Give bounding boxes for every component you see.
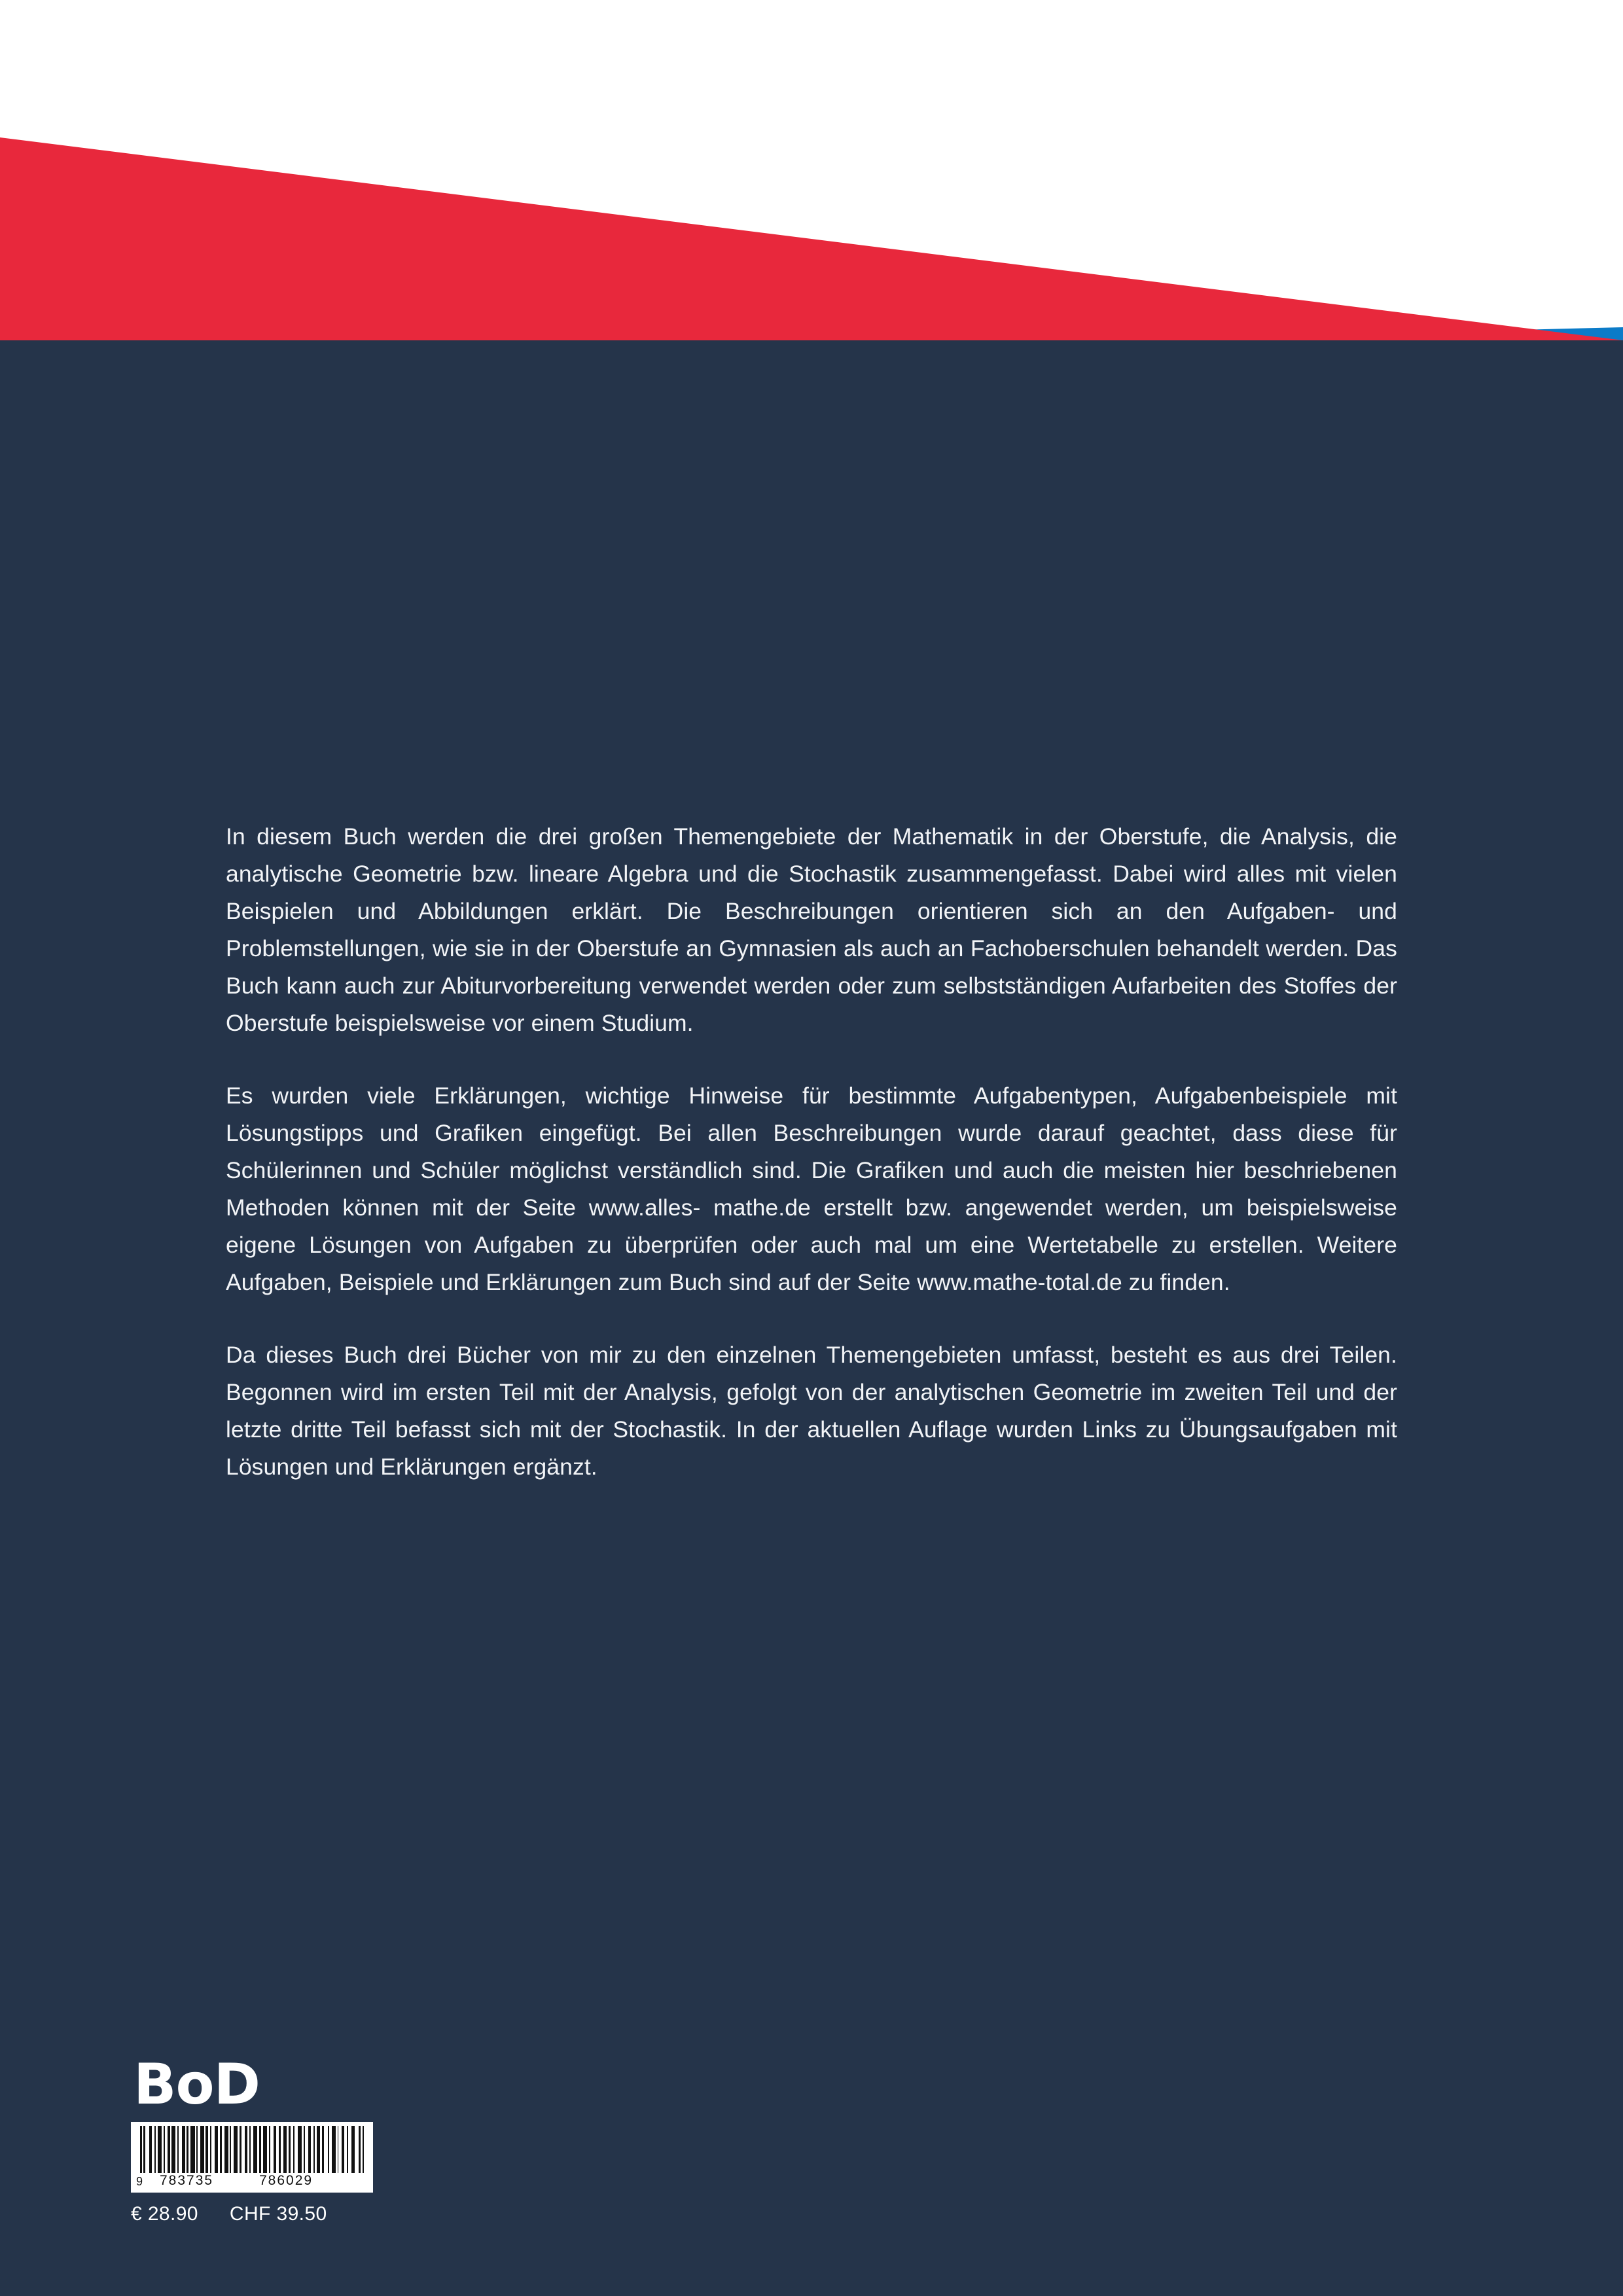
price-eur: € 28.90: [131, 2203, 198, 2225]
barcode-lead-digit: 9: [136, 2175, 143, 2188]
price-chf: CHF 39.50: [229, 2203, 327, 2225]
publisher-logo: BoD: [134, 2052, 260, 2117]
barcode-bars: [140, 2126, 364, 2173]
price-row: [131, 2203, 524, 2225]
blurb-paragraph-3: Da dieses Buch drei Bücher von mir zu den einzelnen Themengebieten umfasst, besteht es aus drei Teilen. Begonnen wird im ersten Teil mit der Analysis, gefolgt von der analytischen Geometrie im zweiten Teil und der letzte dritte Teil befasst sich mit der Stochastik. In der aktuellen Auflage wurden Links zu Übungsaufgaben mit Lösungen und Erklärungen ergänzt.: [226, 1342, 1397, 1480]
barcode-right-group: 786029: [259, 2173, 313, 2188]
isbn-barcode: [131, 2122, 373, 2193]
back-cover-blurb: [226, 818, 1397, 1486]
blurb-paragraph-1: In diesem Buch werden die drei großen Themengebiete der Mathematik in der Oberstufe, die Analysis, die analytische Geometrie bzw. lineare Algebra und die Stochastik zusammengefasst. Dabei wird alles mit vielen Beispielen und Abbildungen erklärt. Die Beschreibungen orientieren sich an den Aufgaben- und Problemstellungen, wie sie in der Oberstufe an Gymnasien als auch an Fachoberschulen behandelt werden. Das Buch kann auch zur Abiturvorbereitung verwendet werden oder zum selbstständigen Aufarbeiten des Stoffes der Oberstufe beispielsweise vor einem Studium.: [226, 823, 1397, 1036]
barcode-digits: [131, 2172, 373, 2189]
barcode-left-group: 783735: [160, 2173, 214, 2188]
cover-footer: [131, 2052, 524, 2225]
blurb-paragraph-2: Es wurden viele Erklärungen, wichtige Hinweise für bestimmte Aufgabentypen, Aufgabenbeispiele mit Lösungstipps und Grafiken eingefügt. Bei allen Beschreibungen wurde darauf geachtet, dass diese für Schülerinnen und Schüler möglichst verständlich sind. Die Grafiken und auch die meisten hier beschriebenen Methoden können mit der Seite www.alles- mathe.de erstellt bzw. angewendet werden, um beispielsweise eigene Lösungen von Aufgaben zu überprüfen oder auch mal um eine Wertetabelle zu erstellen. Weitere Aufgaben, Beispiele und Erklärungen zum Buch sind auf der Seite www.mathe-total.de zu finden.: [226, 1083, 1397, 1295]
